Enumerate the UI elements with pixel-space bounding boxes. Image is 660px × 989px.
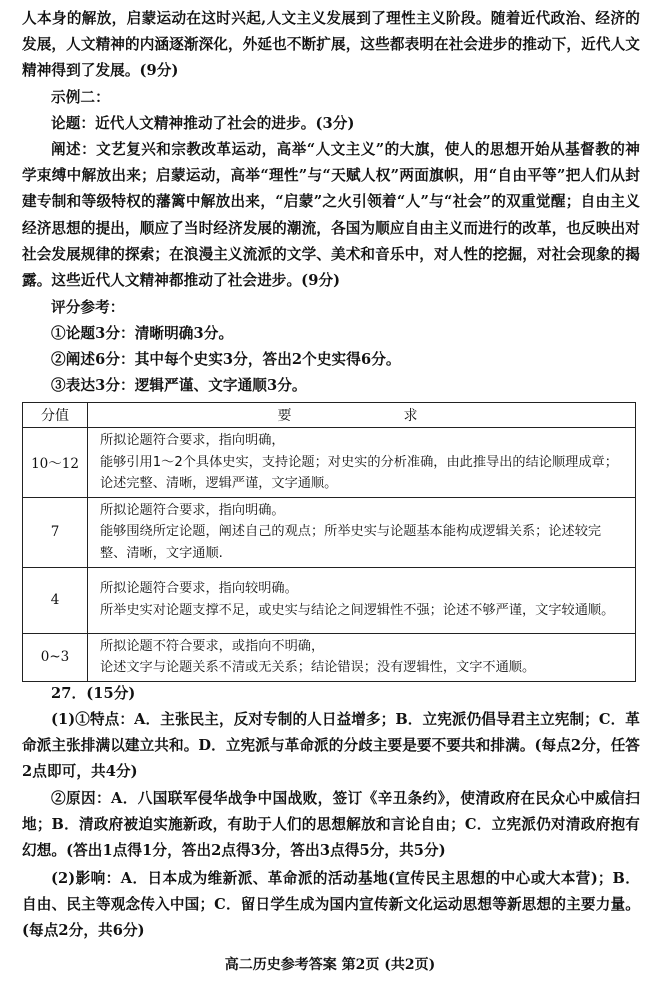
header-requirement: 要 求 — [88, 403, 636, 428]
requirement-line: 所拟论题符合要求，指向明确， — [100, 433, 285, 448]
row-score: 10～12 — [23, 428, 88, 498]
table-row — [23, 633, 636, 681]
thesis-line: 论题：近代人文精神推动了社会的进步。(3分) — [51, 115, 355, 132]
argument-paragraph: 阐述：文艺复兴和宗教改革运动，高举“人文主义”的大旗，使人的思想开始从基督教的神学束缚中解放出来；启蒙运动，高举“理性”与“天赋人权”两面旗帜，用“自由平等”把人们从封建专制和等级特权的藩篱中解放出来，“启蒙”之火引领着“人”与“社会”的双重觉醒；自由主义经济思想的提出，顺应了当时经济发展的潮流，各国为顺应自由主义而进行的改革，也反映出对社会发展规律的探索；在浪漫主义流派的文学、美术和音乐中，对人性的挖掘，对社会现象的揭露。这些近代人文精神都推动了社会进步。(9分) — [22, 141, 640, 290]
requirement-line: 所举史实对论题支撑不足，或史实与结论之间逻辑性不强；论述不够严谨，文字较通顺。 — [100, 603, 615, 619]
question-27-part2-impact: (2)影响：A．日本成为维新派、革命派的活动基地(宣传民主思想的中心或大本营)；B．自由、民主等观念传入中国；C．留日学生成为国内宣传新文化运动思想等新思想的主要力量。(每点2分，共6分) — [22, 870, 640, 940]
requirement-line: 能够引用1～2个具体史实，支持论题；对史实的分析准确，由此推导出的结论顺理成章；论述完整、清晰，逻辑严谨，文字通顺。 — [100, 454, 618, 492]
scoring-reference-label: 评分参考： — [51, 299, 125, 316]
header-score: 分值 — [23, 403, 88, 428]
row-requirement — [88, 633, 636, 681]
row-score: 7 — [23, 497, 88, 567]
top-paragraph: 人本身的解放，启蒙运动在这时兴起,人文主义发展到了理性主义阶段。随着近代政治、经济的发展，人文精神的内涵逐渐深化，外延也不断扩展，这些都表明在社会进步的推动下，近代人文精神得到了发展。(9分) — [22, 10, 640, 80]
scoring-item-thesis: ①论题3分：清晰明确3分。 — [51, 325, 234, 342]
row-score: 0~3 — [23, 633, 88, 681]
table-header-row — [23, 403, 636, 428]
row-requirement — [88, 428, 636, 498]
question-27-part1-reasons: ②原因：A．八国联军侵华战争中国战败，签订《辛丑条约》，使清政府在民众心中威信扫地；B．清政府被迫实施新政，有助于人们的思想解放和言论自由；C．立宪派仍对清政府抱有幻想。(答出1点得1分，答出2点得3分，答出3点得5分，共5分) — [22, 790, 640, 860]
requirement-line: 所拟论题不符合要求，或指向不明确， — [100, 638, 325, 654]
requirement-line: 所拟论题符合要求，指向较明确。 — [100, 581, 298, 597]
table-row — [23, 567, 636, 633]
requirement-line: 能够围绕所定论题，阐述自己的观点；所举史实与论题基本能构成逻辑关系；论述较完整、清晰，文字通顺. — [100, 524, 602, 561]
requirement-line: 论述文字与论题关系不清或无关系；结论错误；没有逻辑性，文字不通顺。 — [100, 660, 536, 676]
scoring-item-expression: ③表达3分：逻辑严谨、文字通顺3分。 — [51, 377, 307, 394]
page-footer: 高二历史参考答案 第2页 (共2页) — [224, 957, 436, 973]
scoring-table — [22, 402, 636, 682]
scoring-item-argument: ②阐述6分：其中每个史实3分，答出2个史实得6分。 — [51, 351, 401, 368]
table-row — [23, 428, 636, 498]
row-requirement — [88, 567, 636, 633]
question-27-title: 27．(15分) — [51, 685, 136, 702]
row-score: 4 — [23, 567, 88, 633]
question-27-part1-features: (1)①特点：A．主张民主，反对专制的人日益增多；B．立宪派仍倡导君主立宪制；C．革命派主张排满以建立共和。D．立宪派与革命派的分歧主要是要不要共和排满。(每点2分，任答2点即可，共4分) — [22, 711, 640, 781]
example-two-label: 示例二： — [51, 89, 110, 106]
requirement-line: 所拟论题符合要求，指向明确。 — [100, 502, 285, 518]
table-row — [23, 497, 636, 567]
row-requirement — [88, 497, 636, 567]
